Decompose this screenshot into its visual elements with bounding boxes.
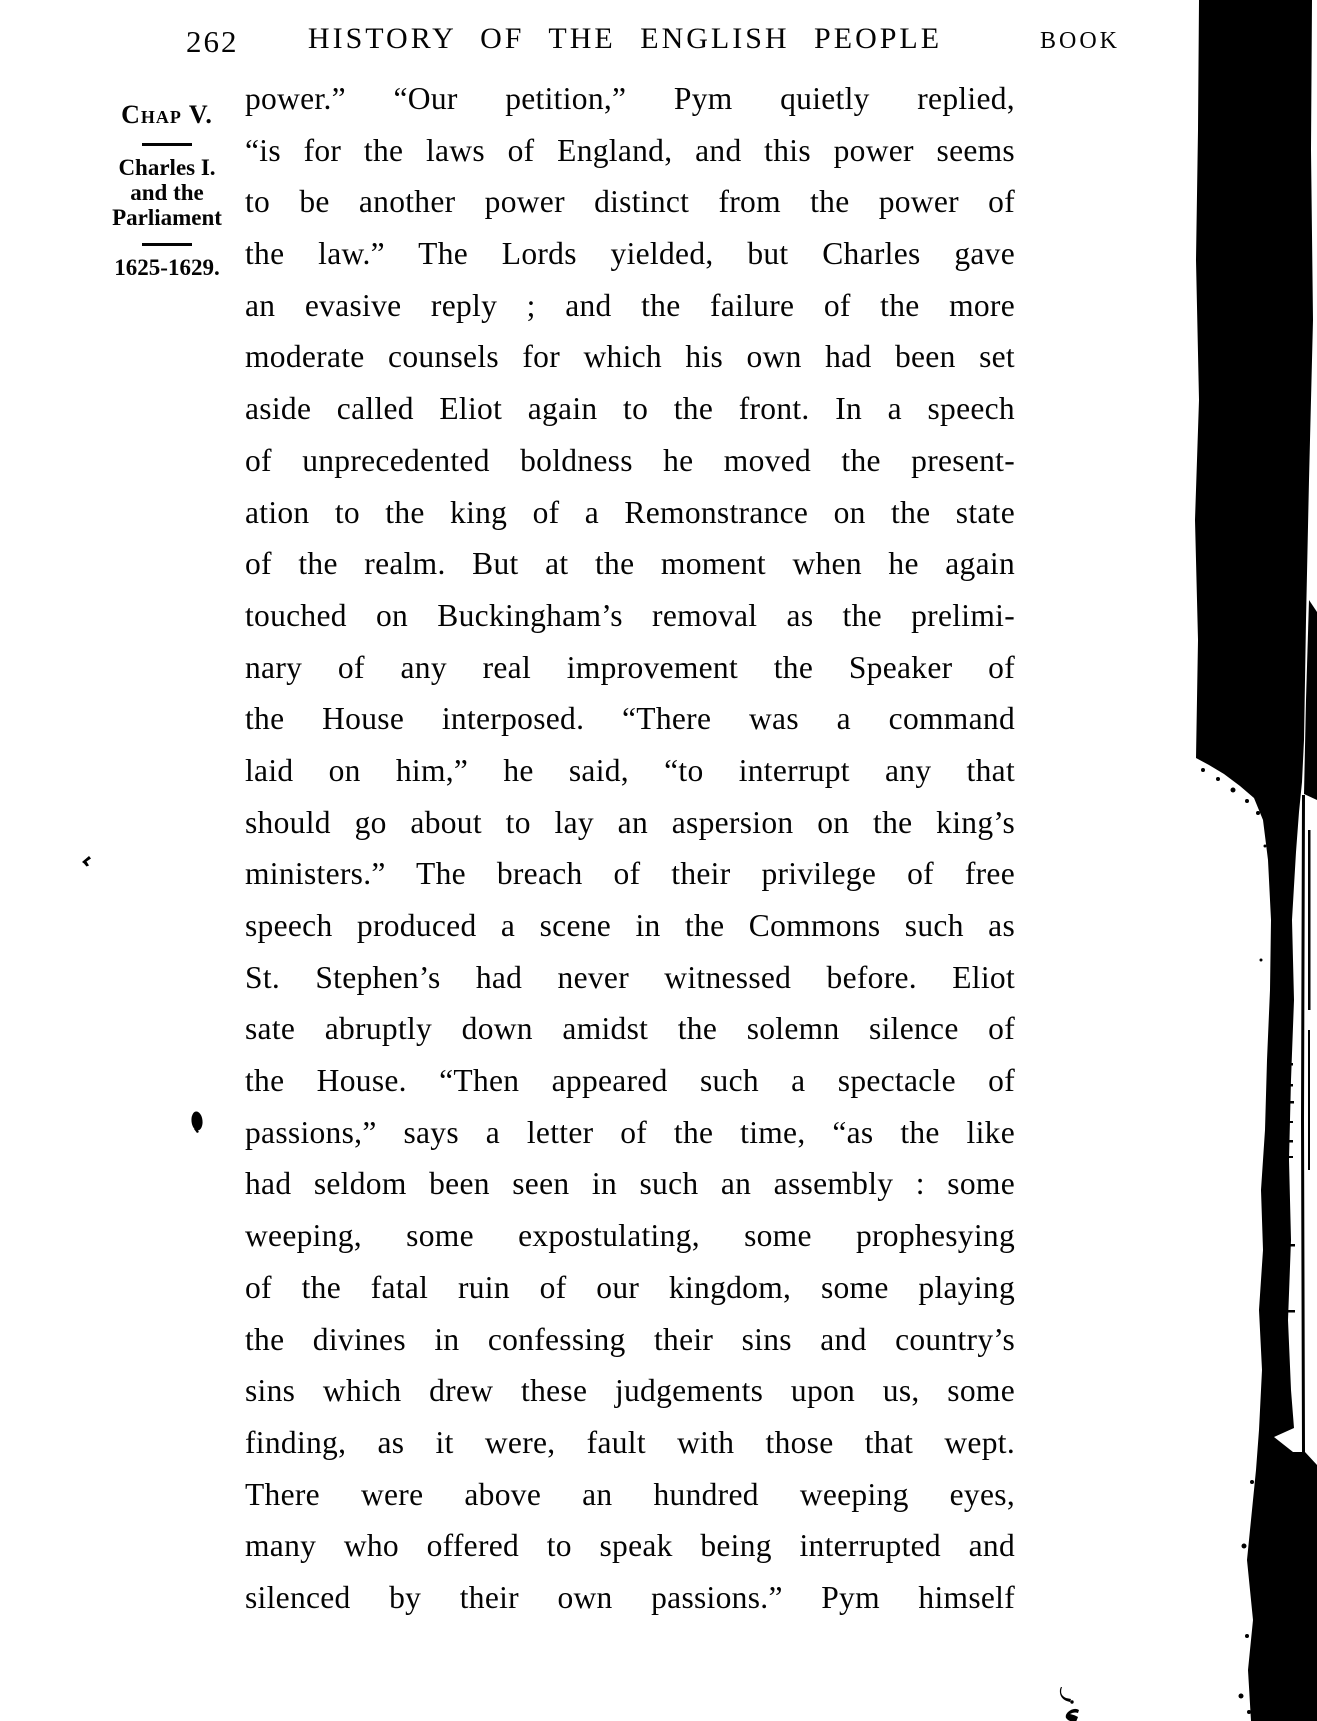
margin-date-range: 1625-1629. <box>114 255 220 280</box>
ink-mark <box>82 856 91 867</box>
margin-rule <box>142 243 192 246</box>
text-line: the law.” The Lords yielded, but Charles gave <box>245 236 1015 272</box>
chapter-label: Chap V. <box>121 100 213 129</box>
text-line: “is for the laws of England, and this power seems <box>245 132 1015 168</box>
text-line: ministers.” The breach of their privilege of free <box>245 856 1015 892</box>
book-volume-label: BOOK <box>1040 28 1121 54</box>
text-line: to be another power distinct from the power of <box>245 184 1015 220</box>
ink-mark <box>191 1111 204 1133</box>
text-line: weeping, some expostulating, some prophesying <box>245 1218 1015 1254</box>
margin-subject-line: Charles I. <box>118 155 216 180</box>
text-line: laid on him,” he said, “to interrupt any that <box>245 752 1015 788</box>
text-line: touched on Buckingham’s removal as the prelimi- <box>245 597 1015 633</box>
scan-speckles <box>1201 768 1267 1714</box>
body-text-column <box>245 73 1015 1624</box>
margin-subject-line: Parliament <box>112 205 222 230</box>
gutter-hairline <box>1301 795 1305 1452</box>
gutter-stitch-marks <box>1284 1063 1295 1313</box>
text-line: ation to the king of a Remonstrance on the state <box>245 494 1015 530</box>
margin-notes <box>68 0 266 281</box>
text-line: There were above an hundred weeping eyes, <box>245 1476 1015 1512</box>
text-line: aside called Eliot again to the front. In a speech <box>245 391 1015 427</box>
text-line: nary of any real improvement the Speaker of <box>245 649 1015 685</box>
text-line: moderate counsels for which his own had been set <box>245 339 1015 375</box>
text-line: the House. “Then appeared such a spectacle of <box>245 1063 1015 1099</box>
text-line: St. Stephen’s had never witnessed before. Eliot <box>245 959 1015 995</box>
text-line: sins which drew these judgements upon us, some <box>245 1373 1015 1409</box>
text-line: of the realm. But at the moment when he again <box>245 546 1015 582</box>
book-title: HISTORY OF THE ENGLISH PEOPLE <box>307 22 943 55</box>
gutter-hairline <box>1308 830 1311 1010</box>
text-line: silenced by their own passions.” Pym himself <box>245 1579 1015 1615</box>
text-line: the divines in confessing their sins and country’s <box>245 1321 1015 1357</box>
text-line: speech produced a scene in the Commons such as <box>245 908 1015 943</box>
gutter-hairline <box>1308 1030 1310 1170</box>
ink-mark <box>1060 1687 1079 1721</box>
text-line: power.” “Our petition,” Pym quietly replied, <box>245 81 1015 116</box>
text-line: of the fatal ruin of our kingdom, some playing <box>245 1269 1015 1305</box>
text-line: sate abruptly down amidst the solemn silence of <box>245 1011 1015 1047</box>
text-line: the House interposed. “There was a command <box>245 701 1015 737</box>
text-line: finding, as it were, fault with those that wept. <box>245 1424 1015 1460</box>
text-line: passions,” says a letter of the time, “as the like <box>245 1114 1015 1150</box>
margin-subject-line: and the <box>130 180 204 205</box>
text-line: of unprecedented boldness he moved the present- <box>245 442 1015 478</box>
gutter-shadow <box>1195 0 1317 1721</box>
page-number: 262 <box>186 24 239 59</box>
text-line: an evasive reply ; and the failure of the more <box>245 287 1015 323</box>
gutter-shadow-edge <box>1304 600 1317 800</box>
margin-rule <box>142 143 192 146</box>
text-line: should go about to lay an aspersion on the king’s <box>245 804 1015 840</box>
text-line: had seldom been seen in such an assembly : some <box>245 1166 1015 1202</box>
text-line: many who offered to speak being interrupted and <box>245 1528 1015 1564</box>
